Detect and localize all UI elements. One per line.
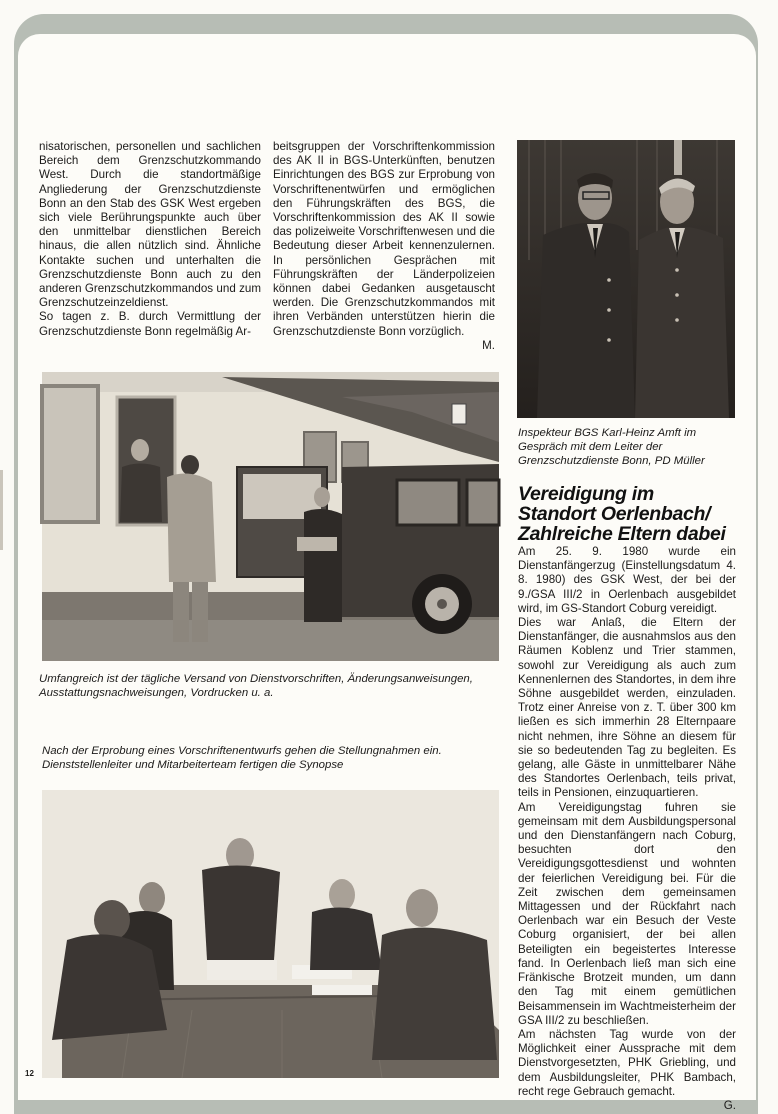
photo-officers-caption: Inspekteur BGS Karl-Heinz Amft im Gespräch mit dem Leiter der Grenzschutzdienste Bonn, PD Müller: [518, 427, 705, 468]
photo-meeting-caption: Nach der Erprobung eines Vorschriftenentwurfs gehen die Stellungnahmen ein. Dienststellenleiter und Mitarbeiterteam fertigen die Synopse: [42, 745, 442, 772]
photo-dispatch: [42, 372, 499, 661]
photo-dispatch-image: [42, 372, 499, 661]
article-column-2: [273, 140, 495, 353]
paragraph: Am 25. 9. 1980 wurde ein Dienstanfängerzug (Einstellungsdatum 4. 8. 1980) des GSK West, der bei der 9./GSA III/2 in Oerlenbach ausgebildet wird, im GS-Standort Coburg vereidigt.: [518, 545, 736, 615]
photo-dispatch-caption: Umfangreich ist der tägliche Versand von Dienstvorschriften, Änderungsanweisungen, Ausstattungsnachweisungen, Vordrucken u. a.: [39, 673, 473, 700]
author-signature-line: [518, 1099, 736, 1113]
photo-officers-image: [517, 140, 735, 418]
author-signature-line: [273, 339, 495, 353]
photo-officers: [517, 140, 735, 418]
article-column-1: [39, 140, 261, 339]
article-headline: Vereidigung im Standort Oerlenbach/ Zahlreiche Eltern dabei: [518, 483, 726, 545]
paragraph: beitsgruppen der Vorschriftenkommission des AK II in BGS-Unterkünften, benutzen Einrichtungen des BGS zur Erprobung von Vorschriftenentwürfen und ermöglichen den Führungskräften des BGS, die Vorschriftenkommission des AK II sowie das polizeiweite Vorschriftenwesen und die Bedeutung dieser Arbeit kennenzulernen. In persönlichen Gesprächen mit Führungskräften der Länderpolizeien können dabei Gedanken ausgetauscht werden. Die Grenzschutzkommandos mit ihren Verbänden unterstützen hierin die Grenzschutzdienste Bonn vorzüglich.: [273, 140, 495, 338]
paragraph: So tagen z. B. durch Vermittlung der Grenzschutzdienste Bonn regelmäßig Ar-: [39, 310, 261, 338]
paragraph: Am Vereidigungstag fuhren sie gemeinsam mit dem Ausbildungspersonal und den Dienstanfängern nach Coburg, besuchten dort den Vereidigungsgottesdienst und wohnten der feierlichen Vereidigung bei. Für die Zeit zwischen dem gemeinsamen Mittagessen und der Rückfahrt nach Oerlenbach war ein Besuch der Veste Coburg organisiert, der bei allen Beteiligten ein begeistertes Interesse fand. In Oerlenbach ließ man sich eine Fränkische Brotzeit munden, um dann den Tag mit einem gemütlichen Beisammensein im Wachtmeisterheim der GSA III/2 zu beschließen.: [518, 800, 736, 1027]
photo-meeting-image: [42, 790, 499, 1078]
page-number: 12: [25, 1069, 34, 1078]
photo-meeting: [42, 790, 499, 1078]
paragraph: nisatorischen, personellen und sachlichen Bereich dem Grenzschutzkommando West. Durch die standortmäßige Angliederung der Grenzschutzdienste Bonn an den Stab des GSK West ergeben sich viele Berührungspunkte auch über den unmittelbar dienstlichen Bereich hinaus, die allen nützlich sind. Ähnliche Kontakte suchen und unterhalten die Grenzschutzdienste Bonn auch zu den anderen Grenzschutzkommandos und zum Grenzschutzeinzeldienst.: [39, 140, 261, 310]
author-signature: G.: [723, 1098, 736, 1112]
paragraph: Am nächsten Tag wurde von der Möglichkeit einer Aussprache mit dem Dienstvorgesetzten, PHK Griebling, und dem Ausbildungsleiter, PHK Bambach, recht rege Gebrauch gemacht.: [518, 1027, 736, 1098]
author-signature: M.: [482, 338, 495, 352]
article-column-3: [518, 545, 736, 1113]
paragraph: Dies war Anlaß, die Eltern der Dienstanfänger, die ausnahmslos aus den Räumen Koblenz und Trier stammen, sowohl zur Vereidigung als auch zum Kennenlernen des Standortes, in dem ihre Söhne ausgebildet werden, einzuladen. Trotz einer Anreise von z. T. über 300 km ließen es sich immerhin 28 Elternpaare nicht nehmen, ihre Söhne an diesem für sie so bedeutenden Tag zu begleiten. Es gelang, alle Gäste in unmittelbarer Nähe des Standortes Oerlenbach, teils privat, teils in Pensionen, einzuquartieren.: [518, 616, 736, 800]
binding-edge: [0, 470, 3, 550]
